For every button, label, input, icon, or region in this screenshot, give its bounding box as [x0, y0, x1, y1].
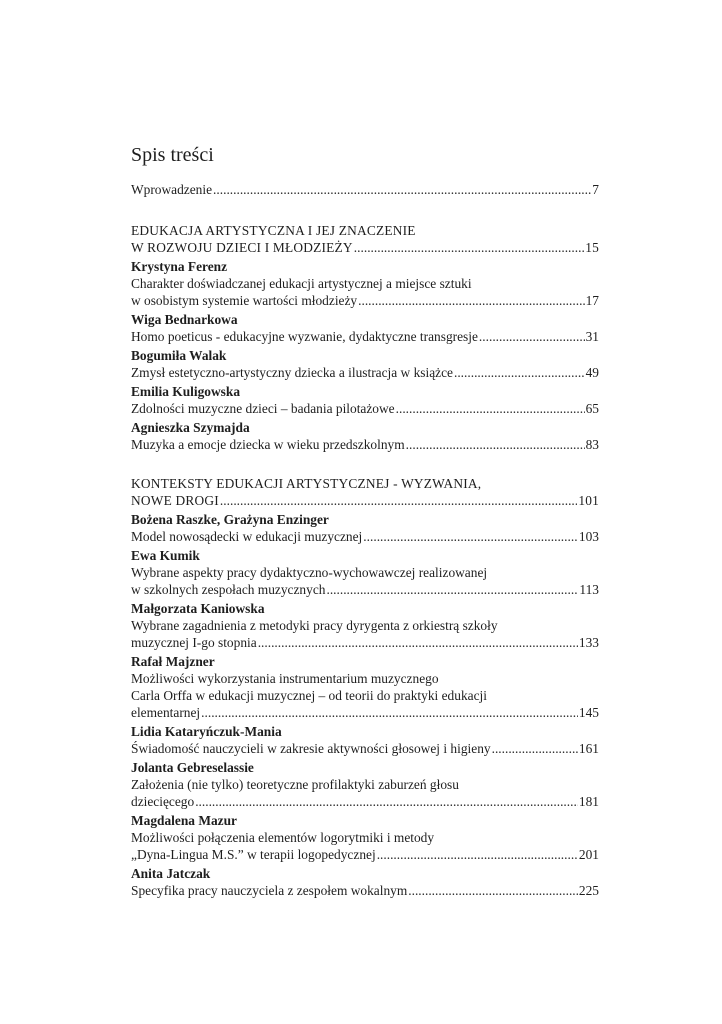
toc-entry	[131, 653, 599, 721]
entry-title	[131, 704, 599, 721]
table-of-contents	[131, 143, 599, 899]
toc-intro-line	[131, 181, 599, 198]
entry-title	[131, 882, 599, 899]
entry-author: Agnieszka Szymajda	[131, 420, 250, 435]
entry-title-text: Specyfika pracy nauczyciela z zespołem wokalnym	[131, 883, 408, 898]
entry-title	[131, 793, 599, 810]
section-heading	[131, 492, 599, 509]
toc-entry	[131, 812, 599, 863]
dot-leader	[396, 400, 585, 417]
toc-entry	[131, 723, 599, 757]
entry-title-line: Wybrane zagadnienia z metodyki pracy dyrygenta z orkiestrą szkoły	[131, 618, 498, 633]
toc-entry	[131, 419, 599, 453]
entry-author: Ewa Kumik	[131, 548, 200, 563]
dot-leader	[258, 634, 578, 651]
entry-author: Emilia Kuligowska	[131, 384, 241, 399]
entry-author: Bogumiła Walak	[131, 348, 227, 363]
section-heading-text: NOWE DROGI	[131, 493, 219, 508]
dot-leader	[454, 364, 585, 381]
entry-title	[131, 400, 599, 417]
entry-title-page: 83	[585, 437, 599, 452]
dot-leader	[195, 793, 578, 810]
section-heading-line: KONTEKSTY EDUKACJI ARTYSTYCZNEJ - WYZWANIA,	[131, 476, 482, 491]
toc-section	[131, 475, 599, 899]
entry-title	[131, 581, 599, 598]
entry-title	[131, 328, 599, 345]
entry-title-page: 17	[585, 293, 599, 308]
dot-leader	[220, 492, 577, 509]
toc-entry	[131, 258, 599, 309]
entry-title-page: 49	[585, 365, 599, 380]
entry-title-line: Możliwości połączenia elementów logorytmiki i metody	[131, 830, 435, 845]
dot-leader	[408, 882, 578, 899]
entry-author: Lidia Kataryńczuk-Mania	[131, 724, 282, 739]
entry-title-page: 201	[578, 847, 599, 862]
entry-title-line: Założenia (nie tylko) teoretyczne profilaktyki zaburzeń głosu	[131, 777, 459, 792]
entry-title-text: Model nowosądecki w edukacji muzycznej	[131, 529, 363, 544]
section-heading-page: 101	[578, 493, 599, 508]
entry-title-line: Charakter doświadczanej edukacji artystycznej a miejsce sztuki	[131, 276, 472, 291]
entry-title-page: 145	[578, 705, 599, 720]
entry-title-text: Zmysł estetyczno-artystyczny dziecka a ilustracja w książce	[131, 365, 453, 380]
entry-author: Wiga Bednarkowa	[131, 312, 238, 327]
entry-author: Jolanta Gebreselassie	[131, 760, 254, 775]
intro-title: Wprowadzenie	[131, 182, 213, 197]
dot-leader	[492, 740, 578, 757]
entry-title-text: „Dyna-Lingua M.S.” w terapii logopedycznej	[131, 847, 376, 862]
section-heading	[131, 239, 599, 256]
toc-entry	[131, 759, 599, 810]
dot-leader	[406, 436, 585, 453]
entry-title	[131, 740, 599, 757]
entry-title-page: 181	[578, 794, 599, 809]
entry-author: Małgorzata Kaniowska	[131, 601, 265, 616]
entry-title	[131, 292, 599, 309]
intro-page: 7	[592, 182, 599, 197]
dot-leader	[213, 181, 591, 198]
entry-author: Bożena Raszke, Grażyna Enzinger	[131, 512, 329, 527]
entry-title-text: dziecięcego	[131, 794, 195, 809]
entry-title-page: 65	[585, 401, 599, 416]
entry-title-page: 113	[579, 582, 599, 597]
entry-title	[131, 436, 599, 453]
section-heading-text: W ROZWOJU DZIECI I MŁODZIEŻY	[131, 240, 353, 255]
entry-title	[131, 846, 599, 863]
dot-leader	[354, 239, 584, 256]
toc-title: Spis treści	[131, 144, 214, 166]
entry-title-text: w osobistym systemie wartości młodzieży	[131, 293, 358, 308]
entry-title-text: w szkolnych zespołach muzycznych	[131, 582, 326, 597]
entry-title-text: elementarnej	[131, 705, 201, 720]
toc-entry	[131, 600, 599, 651]
entry-title-text: Muzyka a emocje dziecka w wieku przedszkolnym	[131, 437, 405, 452]
entry-title-text: Zdolności muzyczne dzieci – badania pilotażowe	[131, 401, 395, 416]
toc-entry	[131, 865, 599, 899]
section-heading-line: EDUKACJA ARTYSTYCZNA I JEJ ZNACZENIE	[131, 223, 416, 238]
entry-title	[131, 634, 599, 651]
entry-author: Magdalena Mazur	[131, 813, 237, 828]
entry-title-text: Świadomość nauczycieli w zakresie aktywności głosowej i higieny	[131, 741, 491, 756]
entry-title-page: 103	[578, 529, 599, 544]
entry-title-line: Carla Orffa w edukacji muzycznej – od teorii do praktyki edukacji	[131, 688, 487, 703]
entry-title-line: Możliwości wykorzystania instrumentarium muzycznego	[131, 671, 439, 686]
toc-entry	[131, 511, 599, 545]
entry-title-text: Homo poeticus - edukacyjne wyzwanie, dydaktyczne transgresje	[131, 329, 478, 344]
toc-entry	[131, 347, 599, 381]
toc-entry	[131, 311, 599, 345]
dot-leader	[201, 704, 578, 721]
section-gap	[131, 453, 599, 475]
toc-entry	[131, 547, 599, 598]
entry-title-page: 31	[585, 329, 599, 344]
entry-title-text: muzycznej I-go stopnia	[131, 635, 257, 650]
entry-author: Krystyna Ferenz	[131, 259, 228, 274]
toc-sections	[131, 198, 599, 899]
entry-title-page: 161	[578, 741, 599, 756]
dot-leader	[326, 581, 578, 598]
entry-title	[131, 528, 599, 545]
dot-leader	[358, 292, 584, 309]
entry-author: Anita Jatczak	[131, 866, 211, 881]
entry-title-line: Wybrane aspekty pracy dydaktyczno-wychowawczej realizowanej	[131, 565, 488, 580]
section-heading-page: 15	[585, 240, 599, 255]
dot-leader	[363, 528, 578, 545]
entry-author: Rafał Majzner	[131, 654, 215, 669]
toc-entry	[131, 383, 599, 417]
dot-leader	[377, 846, 578, 863]
section-gap	[131, 198, 599, 222]
dot-leader	[479, 328, 585, 345]
toc-section	[131, 222, 599, 453]
entry-title	[131, 364, 599, 381]
entry-title-page: 225	[578, 883, 599, 898]
entry-title-page: 133	[578, 635, 599, 650]
